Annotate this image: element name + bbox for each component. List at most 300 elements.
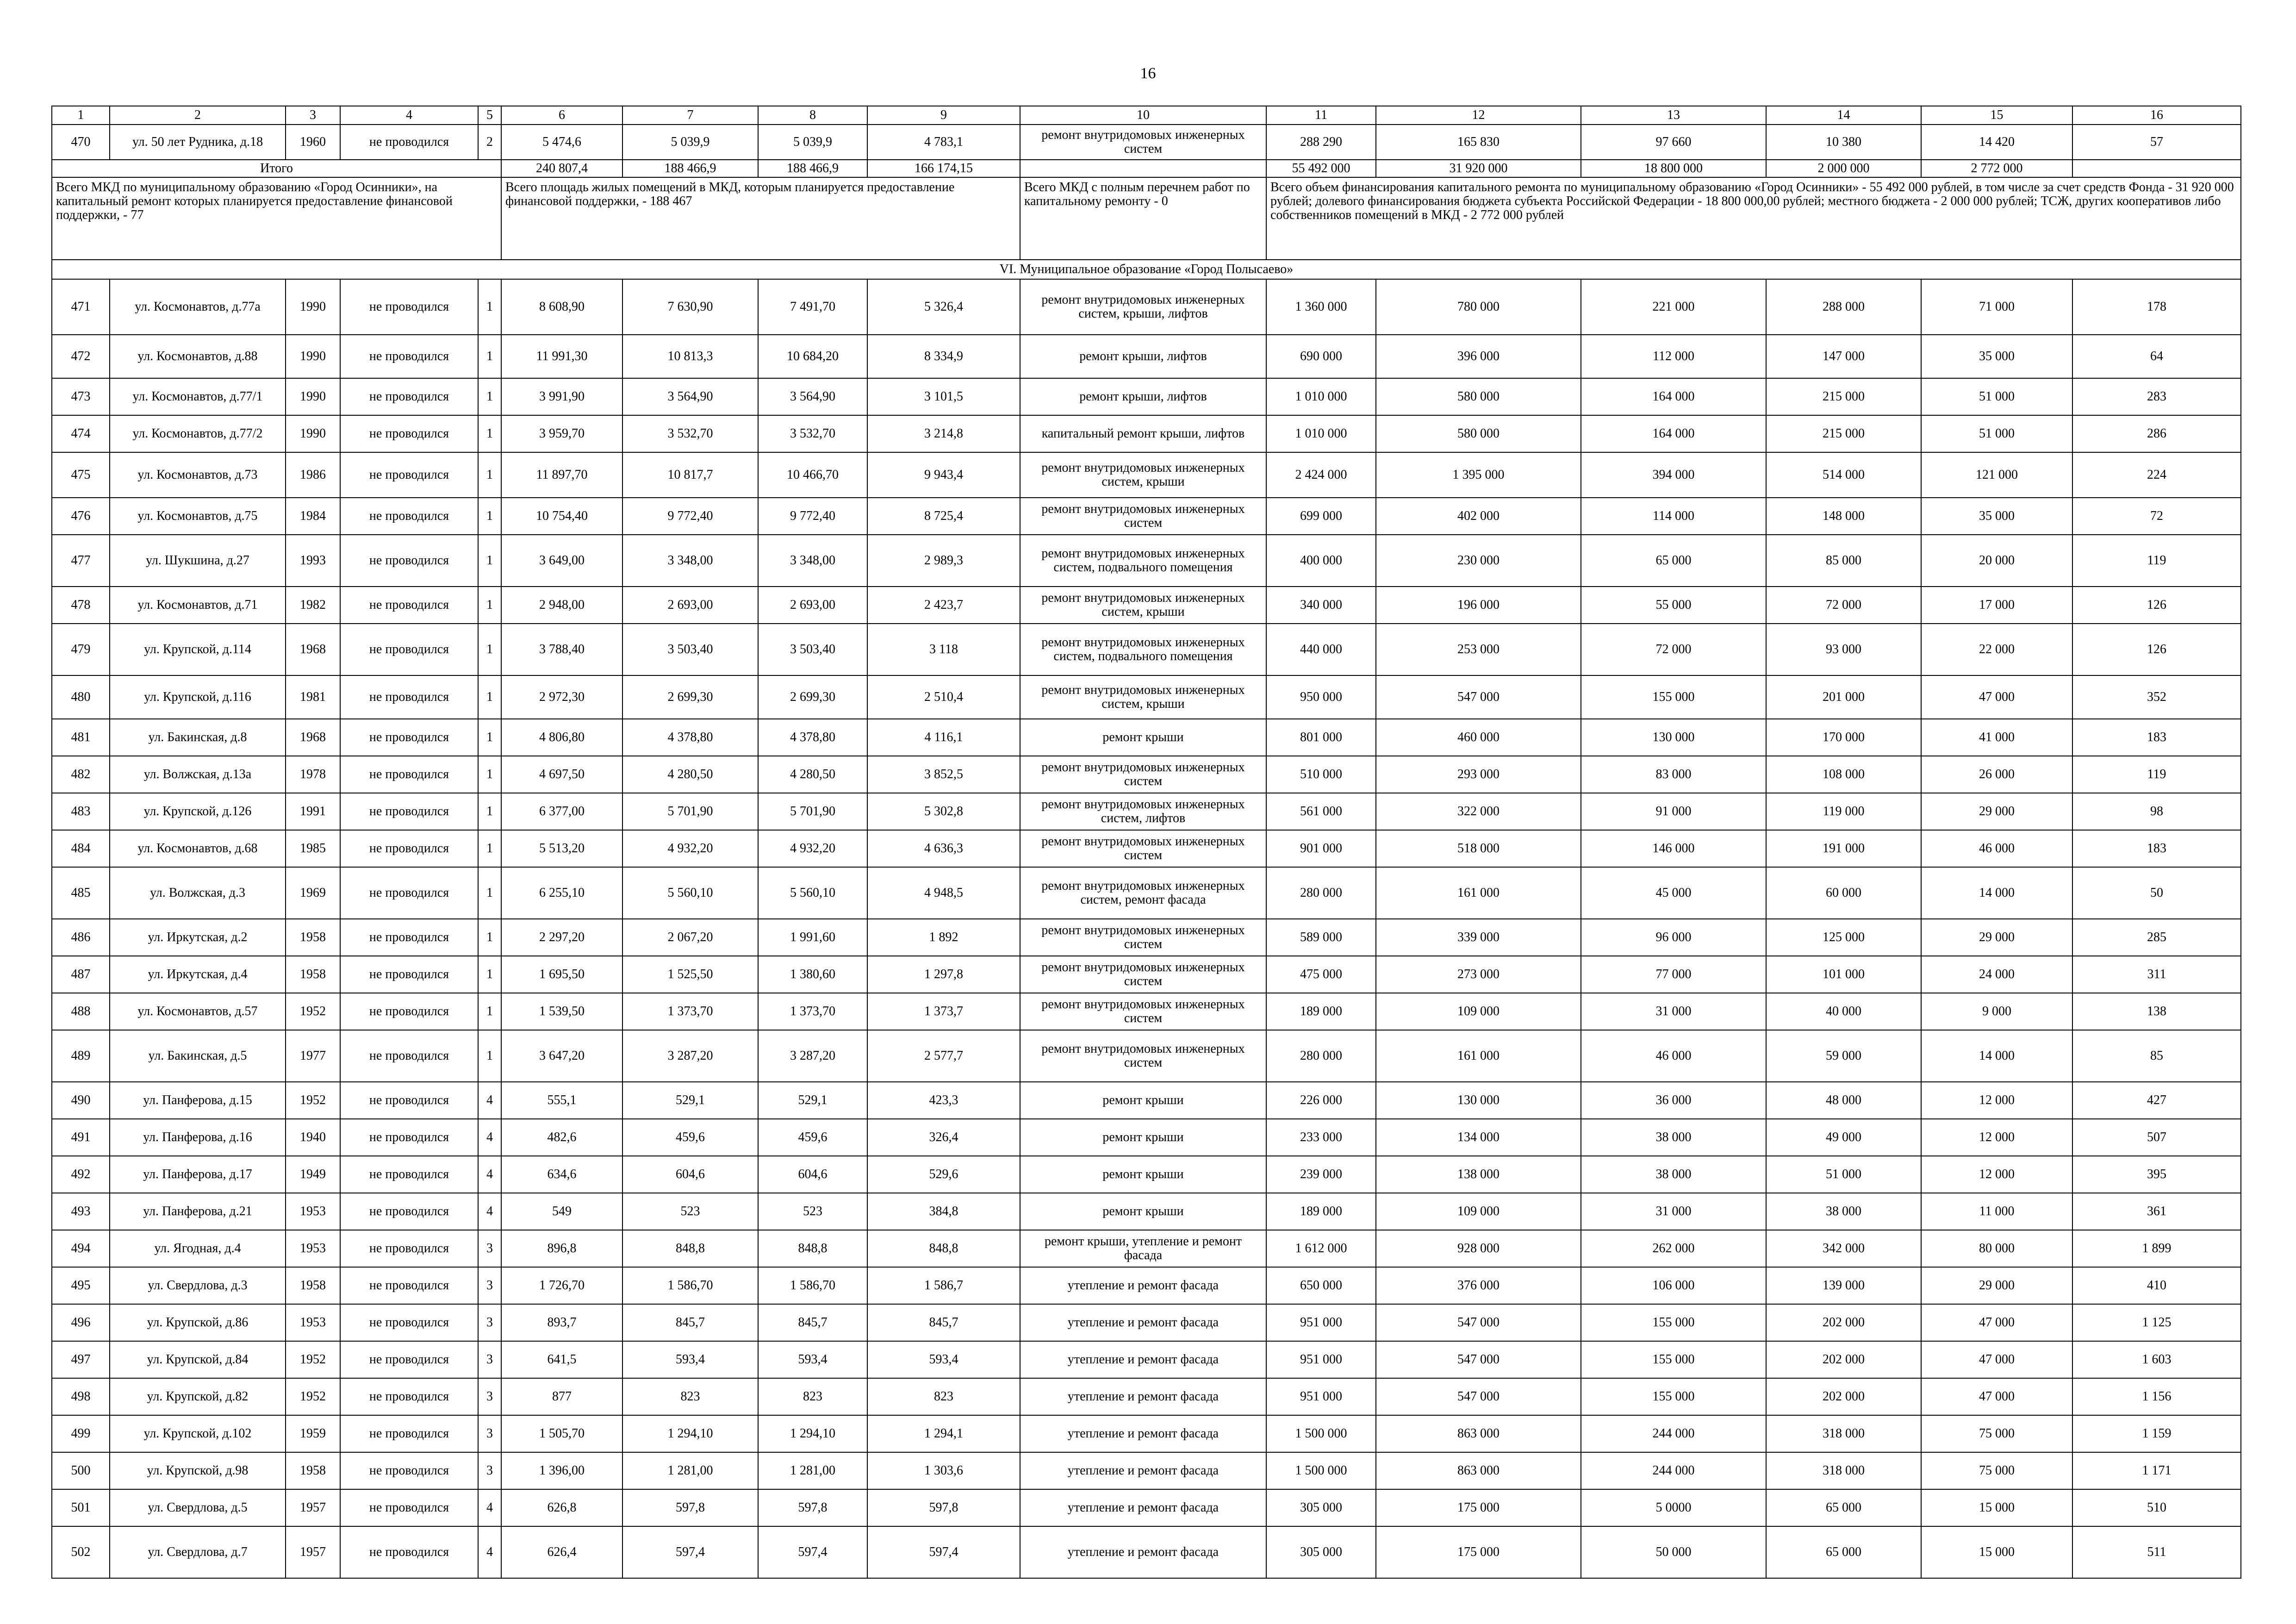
class-cell: 1 xyxy=(478,415,501,452)
cell-col7: 5 701,90 xyxy=(622,793,758,830)
table-row xyxy=(52,1378,2241,1415)
class-cell: 1 xyxy=(478,587,501,624)
cell-col8: 823 xyxy=(758,1378,867,1415)
class-cell: 1 xyxy=(478,279,501,335)
cell-col8: 3 564,90 xyxy=(758,378,867,415)
work-type-cell: утепление и ремонт фасада xyxy=(1020,1378,1266,1415)
row-number: 485 xyxy=(52,867,110,919)
cell-col6: 3 649,00 xyxy=(501,535,622,587)
cell-col7: 459,6 xyxy=(622,1119,758,1156)
class-cell: 4 xyxy=(478,1156,501,1193)
cell-col14: 318 000 xyxy=(1766,1452,1921,1489)
cell-col12: 322 000 xyxy=(1376,793,1581,830)
cell-col8: 3 503,40 xyxy=(758,624,867,675)
cell-col14: 85 000 xyxy=(1766,535,1921,587)
cell-col13: 36 000 xyxy=(1581,1082,1766,1119)
cell-col6: 5 474,6 xyxy=(501,125,622,160)
total-row xyxy=(52,160,2241,177)
cell-col15: 47 000 xyxy=(1921,1341,2072,1378)
work-type-cell: ремонт крыши xyxy=(1020,1119,1266,1156)
year-cell: 1993 xyxy=(286,535,340,587)
cell-col14: 38 000 xyxy=(1766,1193,1921,1230)
last-repair-cell: не проводился xyxy=(340,1415,478,1452)
cell-col14: 40 000 xyxy=(1766,993,1921,1030)
row-number: 475 xyxy=(52,452,110,498)
work-type-cell: ремонт внутридомовых инженерных систем, подвального помещения xyxy=(1020,624,1266,675)
cell-col7: 529,1 xyxy=(622,1082,758,1119)
column-number: 14 xyxy=(1766,106,1921,125)
column-number: 5 xyxy=(478,106,501,125)
cell-col16: 85 xyxy=(2072,1030,2241,1082)
cell-col13: 5 0000 xyxy=(1581,1489,1766,1526)
cell-col9: 3 214,8 xyxy=(867,415,1020,452)
summary-financing: Всего объем финансирования капитального ремонта по муниципальному образованию «Город Осинники» - 55 492 000 рублей, в том числе за счет средств Фонда - 31 920 000 рублей; долевого финансирования бюджета субъекта Российской Федерации - 18 800 000,00 рублей; местного бюджета - 2 000 000 рублей; ТСЖ, других кооперативов либо собственников помещений в МКД - 2 772 000 рублей xyxy=(1266,177,2241,260)
table-row xyxy=(52,1156,2241,1193)
cell-col6: 3 788,40 xyxy=(501,624,622,675)
cell-col7: 3 287,20 xyxy=(622,1030,758,1082)
table-row xyxy=(52,830,2241,867)
cell-col13: 45 000 xyxy=(1581,867,1766,919)
cell-col7: 3 348,00 xyxy=(622,535,758,587)
cell-col15: 46 000 xyxy=(1921,830,2072,867)
cell-col16: 183 xyxy=(2072,830,2241,867)
cell-col6: 4 806,80 xyxy=(501,719,622,756)
cell-col16: 283 xyxy=(2072,378,2241,415)
cell-col16: 1 159 xyxy=(2072,1415,2241,1452)
address-cell: ул. Свердлова, д.7 xyxy=(110,1526,286,1578)
row-number: 487 xyxy=(52,956,110,993)
address-cell: ул. Космонавтов, д.75 xyxy=(110,498,286,535)
cell-col15: 71 000 xyxy=(1921,279,2072,335)
cell-col9: 5 302,8 xyxy=(867,793,1020,830)
cell-col9: 1 294,1 xyxy=(867,1415,1020,1452)
last-repair-cell: не проводился xyxy=(340,624,478,675)
cell-col14: 72 000 xyxy=(1766,587,1921,624)
total-col14: 2 000 000 xyxy=(1766,160,1921,177)
class-cell: 3 xyxy=(478,1230,501,1267)
cell-col12: 928 000 xyxy=(1376,1230,1581,1267)
year-cell: 1952 xyxy=(286,1341,340,1378)
cell-col9: 1 373,7 xyxy=(867,993,1020,1030)
repair-program-table xyxy=(51,106,2241,1579)
cell-col9: 1 303,6 xyxy=(867,1452,1020,1489)
last-repair-cell: не проводился xyxy=(340,535,478,587)
year-cell: 1985 xyxy=(286,830,340,867)
cell-col11: 189 000 xyxy=(1266,1193,1376,1230)
cell-col13: 31 000 xyxy=(1581,993,1766,1030)
cell-col15: 12 000 xyxy=(1921,1156,2072,1193)
cell-col11: 589 000 xyxy=(1266,919,1376,956)
last-repair-cell: не проводился xyxy=(340,919,478,956)
cell-col6: 4 697,50 xyxy=(501,756,622,793)
cell-col15: 29 000 xyxy=(1921,919,2072,956)
cell-col8: 597,8 xyxy=(758,1489,867,1526)
cell-col16: 119 xyxy=(2072,535,2241,587)
cell-col16: 395 xyxy=(2072,1156,2241,1193)
year-cell: 1952 xyxy=(286,1378,340,1415)
year-cell: 1958 xyxy=(286,956,340,993)
cell-col14: 147 000 xyxy=(1766,335,1921,378)
cell-col12: 402 000 xyxy=(1376,498,1581,535)
cell-col14: 93 000 xyxy=(1766,624,1921,675)
work-type-cell: ремонт крыши xyxy=(1020,719,1266,756)
cell-col12: 273 000 xyxy=(1376,956,1581,993)
cell-col8: 1 380,60 xyxy=(758,956,867,993)
cell-col15: 14 000 xyxy=(1921,867,2072,919)
total-label: Итого xyxy=(52,160,501,177)
address-cell: ул. Космонавтов, д.57 xyxy=(110,993,286,1030)
last-repair-cell: не проводился xyxy=(340,1267,478,1304)
cell-col13: 83 000 xyxy=(1581,756,1766,793)
address-cell: ул. Космонавтов, д.77а xyxy=(110,279,286,335)
total-col6: 240 807,4 xyxy=(501,160,622,177)
cell-col13: 164 000 xyxy=(1581,415,1766,452)
cell-col14: 342 000 xyxy=(1766,1230,1921,1267)
cell-col7: 848,8 xyxy=(622,1230,758,1267)
cell-col8: 7 491,70 xyxy=(758,279,867,335)
cell-col15: 20 000 xyxy=(1921,535,2072,587)
cell-col11: 340 000 xyxy=(1266,587,1376,624)
address-cell: ул. Крупской, д.114 xyxy=(110,624,286,675)
cell-col14: 514 000 xyxy=(1766,452,1921,498)
cell-col8: 848,8 xyxy=(758,1230,867,1267)
cell-col16: 1 156 xyxy=(2072,1378,2241,1415)
cell-col8: 523 xyxy=(758,1193,867,1230)
address-cell: ул. Бакинская, д.5 xyxy=(110,1030,286,1082)
cell-col12: 863 000 xyxy=(1376,1415,1581,1452)
cell-col14: 65 000 xyxy=(1766,1489,1921,1526)
work-type-cell: ремонт внутридомовых инженерных систем xyxy=(1020,956,1266,993)
cell-col6: 3 647,20 xyxy=(501,1030,622,1082)
cell-col8: 10 466,70 xyxy=(758,452,867,498)
work-type-cell: утепление и ремонт фасада xyxy=(1020,1452,1266,1489)
row-number: 480 xyxy=(52,675,110,719)
class-cell: 1 xyxy=(478,335,501,378)
cell-col6: 2 948,00 xyxy=(501,587,622,624)
table-row xyxy=(52,919,2241,956)
cell-col15: 29 000 xyxy=(1921,793,2072,830)
cell-col14: 202 000 xyxy=(1766,1304,1921,1341)
address-cell: ул. Космонавтов, д.88 xyxy=(110,335,286,378)
total-col9: 166 174,15 xyxy=(867,160,1020,177)
class-cell: 1 xyxy=(478,378,501,415)
row-number: 496 xyxy=(52,1304,110,1341)
table-row xyxy=(52,587,2241,624)
cell-col12: 196 000 xyxy=(1376,587,1581,624)
cell-col11: 1 010 000 xyxy=(1266,378,1376,415)
table-row xyxy=(52,1267,2241,1304)
cell-col6: 626,8 xyxy=(501,1489,622,1526)
cell-col11: 950 000 xyxy=(1266,675,1376,719)
cell-col8: 4 378,80 xyxy=(758,719,867,756)
column-number: 16 xyxy=(2072,106,2241,125)
cell-col16: 361 xyxy=(2072,1193,2241,1230)
address-cell: ул. Крупской, д.126 xyxy=(110,793,286,830)
cell-col15: 121 000 xyxy=(1921,452,2072,498)
column-number: 6 xyxy=(501,106,622,125)
cell-col14: 49 000 xyxy=(1766,1119,1921,1156)
work-type-cell: ремонт внутридомовых инженерных систем, крыши xyxy=(1020,452,1266,498)
last-repair-cell: не проводился xyxy=(340,125,478,160)
cell-col16: 138 xyxy=(2072,993,2241,1030)
table-row xyxy=(52,993,2241,1030)
row-number: 478 xyxy=(52,587,110,624)
cell-col12: 547 000 xyxy=(1376,1304,1581,1341)
cell-col6: 2 297,20 xyxy=(501,919,622,956)
class-cell: 4 xyxy=(478,1489,501,1526)
cell-col11: 233 000 xyxy=(1266,1119,1376,1156)
cell-col14: 108 000 xyxy=(1766,756,1921,793)
cell-col16: 1 125 xyxy=(2072,1304,2241,1341)
cell-col9: 2 423,7 xyxy=(867,587,1020,624)
work-type-cell: ремонт крыши xyxy=(1020,1156,1266,1193)
cell-col14: 10 380 xyxy=(1766,125,1921,160)
address-cell: ул. Панферова, д.16 xyxy=(110,1119,286,1156)
year-cell: 1957 xyxy=(286,1526,340,1578)
class-cell: 3 xyxy=(478,1415,501,1452)
column-number: 2 xyxy=(110,106,286,125)
cell-col13: 38 000 xyxy=(1581,1156,1766,1193)
class-cell: 2 xyxy=(478,125,501,160)
row-number: 493 xyxy=(52,1193,110,1230)
row-number: 489 xyxy=(52,1030,110,1082)
work-type-cell: ремонт внутридомовых инженерных систем xyxy=(1020,993,1266,1030)
cell-col8: 2 693,00 xyxy=(758,587,867,624)
year-cell: 1977 xyxy=(286,1030,340,1082)
work-type-cell: ремонт крыши xyxy=(1020,1082,1266,1119)
address-cell: ул. Космонавтов, д.68 xyxy=(110,830,286,867)
address-cell: ул. Крупской, д.102 xyxy=(110,1415,286,1452)
table-row xyxy=(52,378,2241,415)
class-cell: 1 xyxy=(478,498,501,535)
class-cell: 3 xyxy=(478,1378,501,1415)
cell-col14: 125 000 xyxy=(1766,919,1921,956)
cell-col15: 35 000 xyxy=(1921,335,2072,378)
year-cell: 1969 xyxy=(286,867,340,919)
last-repair-cell: не проводился xyxy=(340,1378,478,1415)
table-row xyxy=(52,125,2241,160)
cell-col15: 29 000 xyxy=(1921,1267,2072,1304)
column-number: 3 xyxy=(286,106,340,125)
cell-col15: 51 000 xyxy=(1921,378,2072,415)
cell-col6: 3 991,90 xyxy=(501,378,622,415)
cell-col12: 580 000 xyxy=(1376,378,1581,415)
table-row xyxy=(52,1230,2241,1267)
cell-col16: 50 xyxy=(2072,867,2241,919)
year-cell: 1968 xyxy=(286,624,340,675)
row-number: 472 xyxy=(52,335,110,378)
column-number: 13 xyxy=(1581,106,1766,125)
table-row xyxy=(52,867,2241,919)
cell-col9: 3 852,5 xyxy=(867,756,1020,793)
work-type-cell: утепление и ремонт фасада xyxy=(1020,1415,1266,1452)
cell-col13: 72 000 xyxy=(1581,624,1766,675)
work-type-cell: ремонт внутридомовых инженерных систем xyxy=(1020,1030,1266,1082)
cell-col14: 101 000 xyxy=(1766,956,1921,993)
year-cell: 1940 xyxy=(286,1119,340,1156)
cell-col13: 155 000 xyxy=(1581,1304,1766,1341)
work-type-cell: утепление и ремонт фасада xyxy=(1020,1267,1266,1304)
row-number: 470 xyxy=(52,125,110,160)
class-cell: 3 xyxy=(478,1341,501,1378)
year-cell: 1958 xyxy=(286,919,340,956)
column-number: 15 xyxy=(1921,106,2072,125)
cell-col16: 98 xyxy=(2072,793,2241,830)
cell-col12: 109 000 xyxy=(1376,993,1581,1030)
cell-col9: 8 334,9 xyxy=(867,335,1020,378)
row-number: 471 xyxy=(52,279,110,335)
year-cell: 1968 xyxy=(286,719,340,756)
last-repair-cell: не проводился xyxy=(340,719,478,756)
cell-col12: 580 000 xyxy=(1376,415,1581,452)
cell-col7: 4 932,20 xyxy=(622,830,758,867)
cell-col13: 244 000 xyxy=(1581,1452,1766,1489)
cell-col11: 510 000 xyxy=(1266,756,1376,793)
work-type-cell: ремонт внутридомовых инженерных систем, крыши xyxy=(1020,587,1266,624)
cell-col9: 597,4 xyxy=(867,1526,1020,1578)
cell-col11: 801 000 xyxy=(1266,719,1376,756)
cell-col13: 155 000 xyxy=(1581,1378,1766,1415)
row-number: 491 xyxy=(52,1119,110,1156)
work-type-cell: ремонт внутридомовых инженерных систем xyxy=(1020,498,1266,535)
year-cell: 1953 xyxy=(286,1304,340,1341)
cell-col6: 877 xyxy=(501,1378,622,1415)
table-row xyxy=(52,1030,2241,1082)
cell-col15: 14 000 xyxy=(1921,1030,2072,1082)
cell-col8: 5 701,90 xyxy=(758,793,867,830)
cell-col13: 55 000 xyxy=(1581,587,1766,624)
cell-col6: 5 513,20 xyxy=(501,830,622,867)
cell-col9: 326,4 xyxy=(867,1119,1020,1156)
cell-col15: 9 000 xyxy=(1921,993,2072,1030)
work-type-cell: ремонт внутридомовых инженерных систем, крыши xyxy=(1020,675,1266,719)
cell-col6: 555,1 xyxy=(501,1082,622,1119)
cell-col11: 189 000 xyxy=(1266,993,1376,1030)
cell-col14: 202 000 xyxy=(1766,1341,1921,1378)
year-cell: 1952 xyxy=(286,1082,340,1119)
cell-col15: 51 000 xyxy=(1921,415,2072,452)
cell-col8: 9 772,40 xyxy=(758,498,867,535)
cell-col11: 951 000 xyxy=(1266,1341,1376,1378)
cell-col7: 845,7 xyxy=(622,1304,758,1341)
address-cell: ул. Волжская, д.13а xyxy=(110,756,286,793)
row-number: 499 xyxy=(52,1415,110,1452)
cell-col6: 1 539,50 xyxy=(501,993,622,1030)
class-cell: 1 xyxy=(478,993,501,1030)
cell-col11: 239 000 xyxy=(1266,1156,1376,1193)
table-row xyxy=(52,1489,2241,1526)
year-cell: 1958 xyxy=(286,1267,340,1304)
cell-col14: 318 000 xyxy=(1766,1415,1921,1452)
cell-col9: 5 326,4 xyxy=(867,279,1020,335)
table-row xyxy=(52,1452,2241,1489)
cell-col7: 1 586,70 xyxy=(622,1267,758,1304)
cell-col8: 593,4 xyxy=(758,1341,867,1378)
cell-col13: 31 000 xyxy=(1581,1193,1766,1230)
cell-col8: 1 586,70 xyxy=(758,1267,867,1304)
cell-col12: 376 000 xyxy=(1376,1267,1581,1304)
work-type-cell: ремонт внутридомовых инженерных систем xyxy=(1020,919,1266,956)
cell-col8: 5 560,10 xyxy=(758,867,867,919)
cell-col14: 65 000 xyxy=(1766,1526,1921,1578)
cell-col15: 41 000 xyxy=(1921,719,2072,756)
cell-col9: 384,8 xyxy=(867,1193,1020,1230)
address-cell: ул. Свердлова, д.5 xyxy=(110,1489,286,1526)
cell-col13: 50 000 xyxy=(1581,1526,1766,1578)
cell-col9: 8 725,4 xyxy=(867,498,1020,535)
cell-col7: 823 xyxy=(622,1378,758,1415)
year-cell: 1986 xyxy=(286,452,340,498)
year-cell: 1978 xyxy=(286,756,340,793)
cell-col8: 1 294,10 xyxy=(758,1415,867,1452)
work-type-cell: ремонт внутридомовых инженерных систем, ремонт фасада xyxy=(1020,867,1266,919)
address-cell: ул. Космонавтов, д.77/2 xyxy=(110,415,286,452)
cell-col13: 77 000 xyxy=(1581,956,1766,993)
table-row xyxy=(52,498,2241,535)
cell-col16: 510 xyxy=(2072,1489,2241,1526)
class-cell: 1 xyxy=(478,452,501,498)
cell-col12: 161 000 xyxy=(1376,1030,1581,1082)
row-number: 488 xyxy=(52,993,110,1030)
last-repair-cell: не проводился xyxy=(340,1193,478,1230)
cell-col9: 848,8 xyxy=(867,1230,1020,1267)
cell-col8: 2 699,30 xyxy=(758,675,867,719)
table-row xyxy=(52,535,2241,587)
cell-col9: 423,3 xyxy=(867,1082,1020,1119)
cell-col7: 2 067,20 xyxy=(622,919,758,956)
cell-col16: 178 xyxy=(2072,279,2241,335)
cell-col15: 15 000 xyxy=(1921,1526,2072,1578)
cell-col16: 311 xyxy=(2072,956,2241,993)
year-cell: 1990 xyxy=(286,415,340,452)
last-repair-cell: не проводился xyxy=(340,1082,478,1119)
total-col7: 188 466,9 xyxy=(622,160,758,177)
cell-col13: 114 000 xyxy=(1581,498,1766,535)
cell-col9: 3 118 xyxy=(867,624,1020,675)
cell-col14: 51 000 xyxy=(1766,1156,1921,1193)
cell-col14: 202 000 xyxy=(1766,1378,1921,1415)
cell-col7: 3 532,70 xyxy=(622,415,758,452)
cell-col16: 511 xyxy=(2072,1526,2241,1578)
page-number: 16 xyxy=(1140,65,1156,82)
table-row xyxy=(52,1304,2241,1341)
last-repair-cell: не проводился xyxy=(340,675,478,719)
cell-col16: 126 xyxy=(2072,587,2241,624)
year-cell: 1957 xyxy=(286,1489,340,1526)
cell-col11: 226 000 xyxy=(1266,1082,1376,1119)
last-repair-cell: не проводился xyxy=(340,587,478,624)
cell-col11: 280 000 xyxy=(1266,1030,1376,1082)
cell-col11: 305 000 xyxy=(1266,1526,1376,1578)
address-cell: ул. Свердлова, д.3 xyxy=(110,1267,286,1304)
year-cell: 1949 xyxy=(286,1156,340,1193)
cell-col6: 1 695,50 xyxy=(501,956,622,993)
cell-col12: 518 000 xyxy=(1376,830,1581,867)
row-number: 500 xyxy=(52,1452,110,1489)
last-repair-cell: не проводился xyxy=(340,279,478,335)
cell-col13: 106 000 xyxy=(1581,1267,1766,1304)
address-cell: ул. Крупской, д.86 xyxy=(110,1304,286,1341)
cell-col13: 164 000 xyxy=(1581,378,1766,415)
cell-col14: 215 000 xyxy=(1766,415,1921,452)
cell-col6: 1 726,70 xyxy=(501,1267,622,1304)
cell-col12: 253 000 xyxy=(1376,624,1581,675)
table-row xyxy=(52,756,2241,793)
cell-col14: 170 000 xyxy=(1766,719,1921,756)
cell-col15: 75 000 xyxy=(1921,1452,2072,1489)
class-cell: 1 xyxy=(478,535,501,587)
cell-col14: 59 000 xyxy=(1766,1030,1921,1082)
